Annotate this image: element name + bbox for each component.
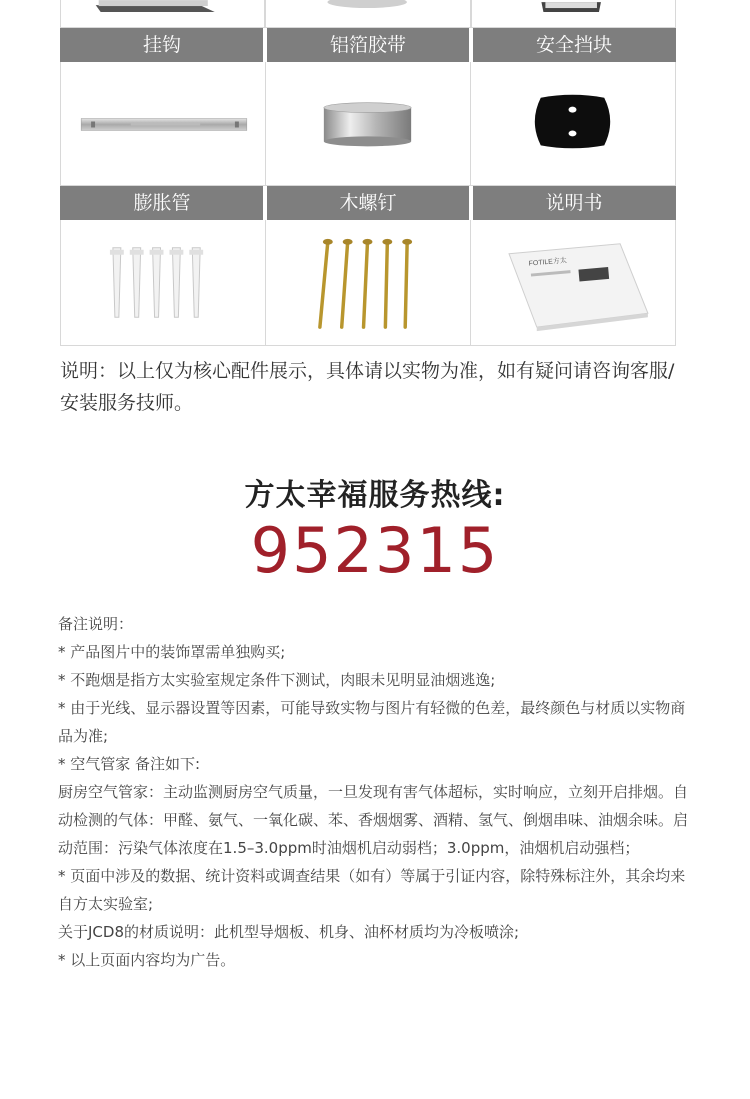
hotline-number[interactable]: 952315 bbox=[250, 514, 500, 587]
header-wood-screw: 木螺钉 bbox=[265, 186, 471, 220]
remarks-section bbox=[58, 610, 688, 974]
wood-screw-cell bbox=[266, 220, 471, 346]
header-expansion-tube: 膨胀管 bbox=[60, 186, 265, 220]
expansion-anchor-icon bbox=[61, 220, 265, 345]
header-row-2 bbox=[60, 186, 676, 220]
manual-cell bbox=[471, 220, 676, 346]
hook-bar-icon bbox=[61, 62, 265, 185]
header-hook: 挂钩 bbox=[60, 28, 265, 62]
foil-tape-cell bbox=[266, 62, 471, 186]
remarks-heading: 备注说明： bbox=[58, 615, 134, 633]
partial-image-3 bbox=[471, 0, 676, 28]
header-safety-block: 安全挡块 bbox=[471, 28, 676, 62]
safety-block-cell bbox=[471, 62, 676, 186]
partial-image-1 bbox=[60, 0, 265, 28]
manual-brand-text: FOTILE方太 bbox=[528, 257, 568, 268]
foil-tape-ring-icon bbox=[266, 62, 470, 185]
header-row-1 bbox=[60, 28, 676, 62]
remark-line: 厨房空气管家：主动监测厨房空气质量，一旦发现有害气体超标，实时响应，立刻开启排烟。自动检测的气体：甲醛、氨气、一氧化碳、苯、香烟烟雾、酒精、氢气、倒烟串味、油烟余味。启动范围：污染气体浓度在1.5–3.0ppm时油烟机启动弱档；3.0ppm，油烟机启动强档； bbox=[58, 783, 689, 857]
header-manual: 说明书 bbox=[471, 186, 676, 220]
image-row-1 bbox=[60, 62, 676, 186]
remark-line: * 空气管家 备注如下: bbox=[58, 755, 201, 773]
previous-row-partial bbox=[60, 0, 676, 28]
safety-block-icon bbox=[471, 62, 675, 185]
remark-line: * 以上页面内容均为广告。 bbox=[58, 951, 236, 969]
image-row-2 bbox=[60, 220, 676, 346]
hook-cell bbox=[60, 62, 266, 186]
manual-booklet-icon bbox=[471, 220, 675, 345]
remark-line: * 产品图片中的装饰罩需单独购买; bbox=[58, 643, 286, 661]
accessories-note: 说明：以上仅为核心配件展示，具体请以实物为准，如有疑问请咨询客服/安装服务技师。 bbox=[60, 360, 675, 414]
remark-line: * 不跑烟是指方太实验室规定条件下测试，肉眼未见明显油烟逃逸; bbox=[58, 671, 496, 689]
remark-line: * 页面中涉及的数据、统计资料或调查结果（如有）等属于引证内容，除特殊标注外，其余均来自方太实验室; bbox=[58, 867, 686, 913]
partial-image-2 bbox=[265, 0, 470, 28]
remark-line: 关于JCD8的材质说明：此机型导烟板、机身、油杯材质均为冷板喷涂; bbox=[58, 923, 520, 941]
remark-line: * 由于光线、显示器设置等因素，可能导致实物与图片有轻微的色差，最终颜色与材质以实物商品为准; bbox=[58, 699, 686, 745]
header-foil-tape: 铝箔胶带 bbox=[265, 28, 471, 62]
wood-screw-icon bbox=[266, 220, 470, 345]
expansion-tube-cell bbox=[60, 220, 266, 346]
accessories-grid bbox=[60, 0, 676, 346]
hotline-title: 方太幸福服务热线: bbox=[244, 478, 506, 513]
